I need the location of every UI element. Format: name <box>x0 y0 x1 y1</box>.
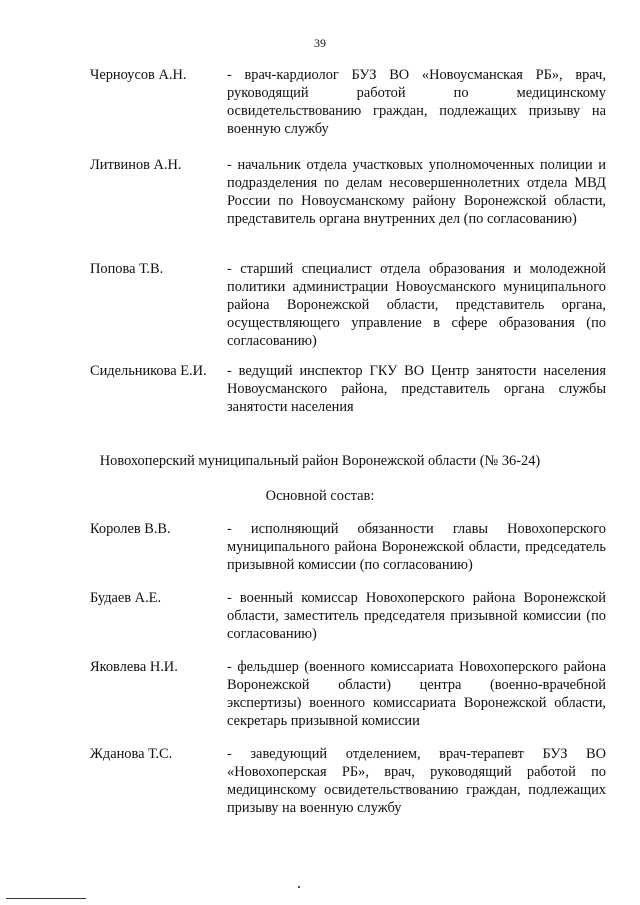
scan-mark <box>298 886 300 888</box>
member-description: - ведущий инспектор ГКУ ВО Центр занятости населения Новоусманского района, представитель органа службы занятости населения <box>227 363 606 415</box>
member-name: Яковлева Н.И. <box>90 659 178 675</box>
member-description: - старший специалист отдела образования и молодежной политики администрации Новоусманского муниципального района Воронежской области, представитель органа, осуществляющего управление в сфере образования (по согласованию) <box>227 261 606 349</box>
member-description: - исполняющий обязанности главы Новохоперского муниципального района Воронежской области, председатель призывной комиссии (по согласованию) <box>227 521 606 573</box>
member-name: Сидельникова Е.И. <box>90 363 207 379</box>
member-description: - заведующий отделением, врач-терапевт БУЗ ВО «Новохоперская РБ», врач, руководящий работой по медицинскому освидетельствованию граждан, подлежащих призыву на военную службу <box>227 746 606 816</box>
member-description: - начальник отдела участковых уполномоченных полиции и подразделения по делам несовершеннолетних отдела МВД России по Новоусманскому району Воронежской области, представитель органа внутренних дел (по согласованию) <box>227 157 606 227</box>
member-description: - фельдшер (военного комиссариата Новохоперского района Воронежской области) центра (военно-врачебной экспертизы) военного комиссариата Воронежской области, секретарь призывной комиссии <box>227 659 606 729</box>
member-description: - врач-кардиолог БУЗ ВО «Новоусманская РБ», врач, руководящий работой по медицинскому освидетельствованию граждан, подлежащих призыву на военную службу <box>227 67 606 137</box>
member-name: Жданова Т.С. <box>90 746 173 762</box>
page-number: 39 <box>314 36 326 50</box>
member-name: Королев В.В. <box>90 521 171 537</box>
member-name: Будаев А.Е. <box>90 590 162 606</box>
composition-heading: Основной состав: <box>265 488 375 504</box>
member-description: - военный комиссар Новохоперского района Воронежской области, заместитель председателя призывной комиссии (по согласованию) <box>227 590 606 642</box>
footer-rule <box>6 898 86 899</box>
district-heading: Новохоперский муниципальный район Воронежской области (№ 36-24) <box>99 453 541 469</box>
member-name: Литвинов А.Н. <box>90 157 182 173</box>
member-name: Попова Т.В. <box>90 261 164 277</box>
member-name: Черноусов А.Н. <box>90 67 187 83</box>
